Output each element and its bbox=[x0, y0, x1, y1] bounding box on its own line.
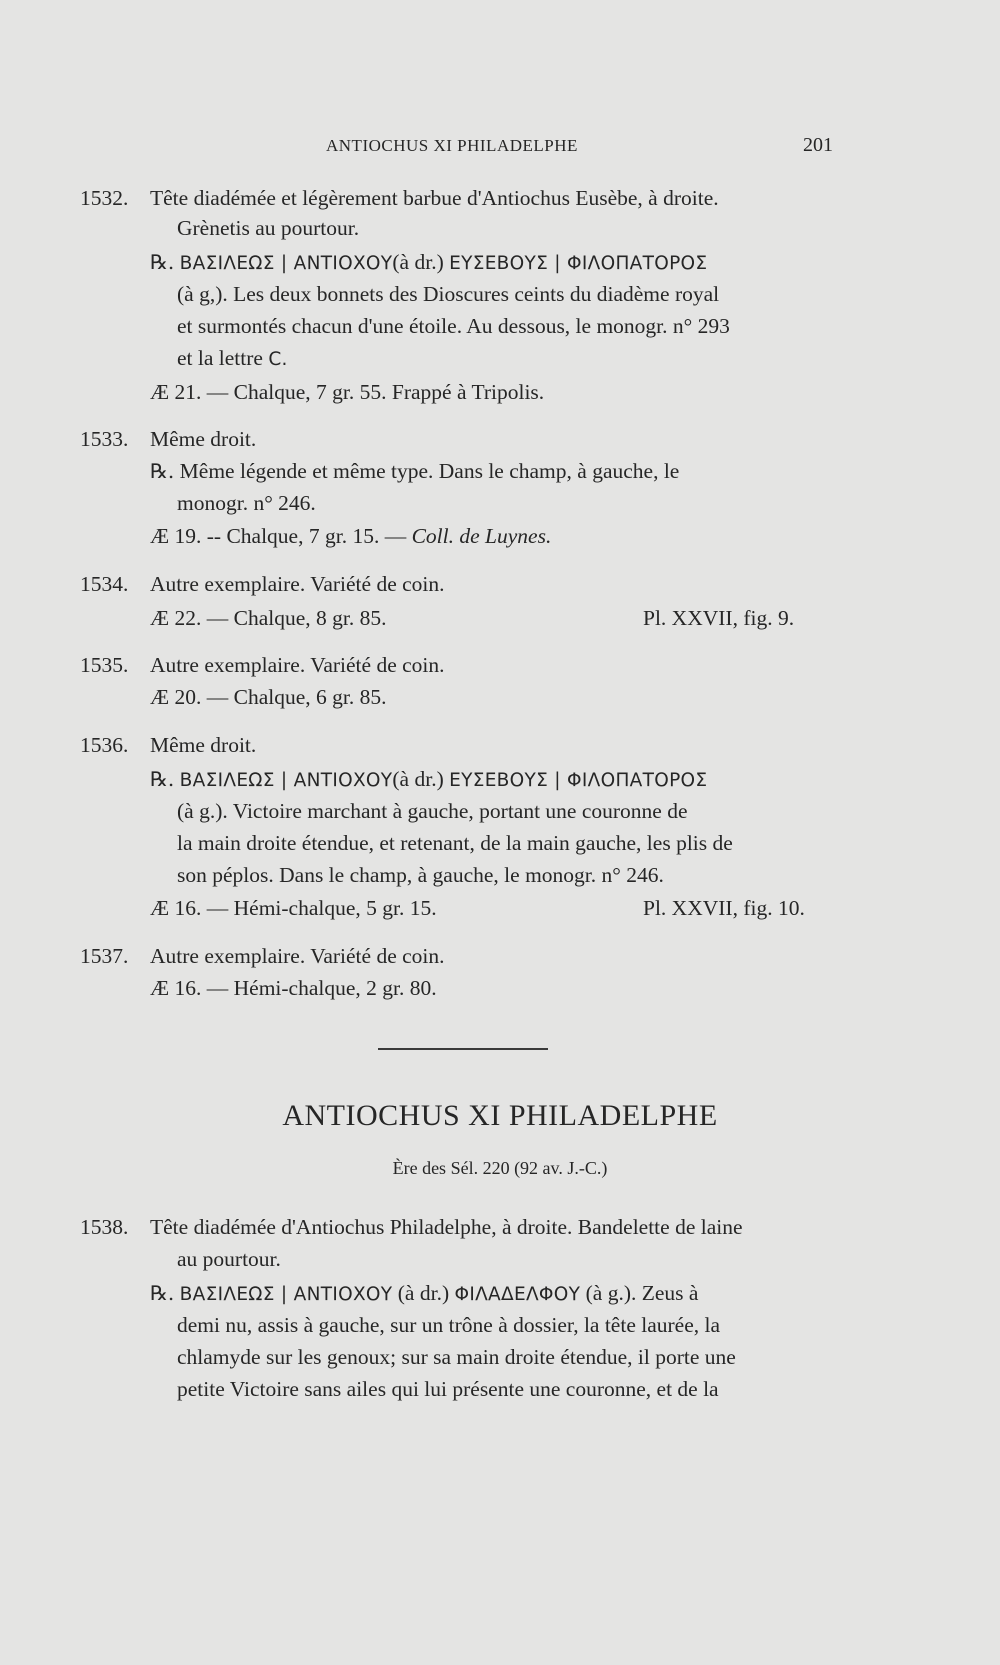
reverse-symbol: ℞. bbox=[150, 767, 175, 791]
metrics-text: 22. — Chalque, 8 gr. 85. bbox=[174, 606, 387, 630]
reverse-symbol: ℞. bbox=[150, 250, 175, 274]
legend-direction: (à dr.) bbox=[392, 250, 444, 274]
legend-direction: (à dr.) bbox=[392, 767, 444, 791]
entry-text: Même droit. bbox=[150, 733, 257, 757]
entry-text: demi nu, assis à gauche, sur un trône à dossier, la tête laurée, la bbox=[177, 1313, 721, 1337]
greek-legend: ΕΥΣΕΒΟΥΣ | ΦΙΛΟΠΑΤΟΡΟΣ bbox=[449, 253, 708, 274]
entry-number: 1533. bbox=[80, 427, 129, 451]
bronze-symbol: Æ bbox=[150, 380, 170, 404]
greek-legend: ΒΑΣΙΛΕΩΣ | ΑΝΤΙΟΧΟΥ bbox=[179, 770, 393, 791]
metrics-text: 16. — Hémi-chalque, 5 gr. 15. bbox=[174, 896, 437, 920]
entry-text bbox=[150, 457, 679, 485]
entry-text: Tête diadémée d'Antiochus Philadelphe, à droite. Bandelette de laine bbox=[150, 1215, 743, 1239]
entry-text: Grènetis au pourtour. bbox=[177, 216, 360, 240]
entry-text-part: et la lettre bbox=[177, 346, 269, 370]
entry-number: 1532. bbox=[80, 186, 129, 210]
section-divider bbox=[378, 1048, 548, 1050]
entry-text: monogr. n° 246. bbox=[177, 491, 316, 515]
metrics-text: 19. -- Chalque, 7 gr. 15. — bbox=[174, 524, 412, 548]
legend-direction: (à dr.) bbox=[397, 1281, 450, 1305]
entry-text: petite Victoire sans ailes qui lui présente une couronne, et de la bbox=[177, 1377, 719, 1401]
entry-text: (à g,). Les deux bonnets des Dioscures ceints du diadème royal bbox=[177, 282, 720, 306]
entry-number: 1534. bbox=[80, 572, 129, 596]
reverse-symbol: ℞. bbox=[150, 459, 175, 483]
page-number: 201 bbox=[803, 134, 833, 156]
entry-number: 1535. bbox=[80, 653, 129, 677]
legend-direction: (à g.). Zeus à bbox=[585, 1281, 699, 1305]
metrics-line bbox=[150, 894, 437, 922]
metrics-line bbox=[150, 683, 387, 711]
metrics-line bbox=[150, 974, 437, 1002]
entry-text-part: Même légende et même type. Dans le champ, à gauche, le bbox=[179, 459, 680, 483]
legend-line bbox=[150, 248, 707, 278]
greek-legend: ΕΥΣΕΒΟΥΣ | ΦΙΛΟΠΑΤΟΡΟΣ bbox=[449, 770, 708, 791]
entry-text: Autre exemplaire. Variété de coin. bbox=[150, 653, 445, 677]
entry-text: Même droit. bbox=[150, 427, 257, 451]
entry-text: Tête diadémée et légèrement barbue d'Antiochus Eusèbe, à droite. bbox=[150, 186, 719, 210]
bronze-symbol: Æ bbox=[150, 524, 170, 548]
entry-number: 1538. bbox=[80, 1215, 129, 1239]
bronze-symbol: Æ bbox=[150, 606, 170, 630]
entry-number: 1536. bbox=[80, 733, 129, 757]
metrics-text: 16. — Hémi-chalque, 2 gr. 80. bbox=[174, 976, 437, 1000]
reverse-symbol: ℞. bbox=[150, 1281, 175, 1305]
greek-legend: ΒΑΣΙΛΕΩΣ | ΑΝΤΙΟΧΟΥ bbox=[179, 1284, 393, 1305]
collection-name: Coll. de Luynes. bbox=[411, 524, 552, 548]
section-title: ANTIOCHUS XI PHILADELPHE bbox=[282, 1099, 718, 1132]
entry-text: Autre exemplaire. Variété de coin. bbox=[150, 572, 445, 596]
metrics-text: 21. — Chalque, 7 gr. 55. Frappé à Tripolis. bbox=[174, 380, 545, 404]
greek-legend: ΒΑΣΙΛΕΩΣ | ΑΝΤΙΟΧΟΥ bbox=[179, 253, 393, 274]
entry-text: au pourtour. bbox=[177, 1247, 281, 1271]
running-title: ANTIOCHUS XI PHILADELPHE bbox=[326, 136, 578, 155]
bronze-symbol: Æ bbox=[150, 685, 170, 709]
metrics-line bbox=[150, 522, 551, 550]
legend-line bbox=[150, 765, 707, 795]
entry-text: la main droite étendue, et retenant, de la main gauche, les plis de bbox=[177, 831, 733, 855]
entry-text bbox=[177, 344, 288, 374]
entry-text: son péplos. Dans le champ, à gauche, le monogr. n° 246. bbox=[177, 863, 664, 887]
metrics-text: 20. — Chalque, 6 gr. 85. bbox=[174, 685, 387, 709]
legend-line bbox=[150, 1279, 698, 1309]
metrics-line bbox=[150, 378, 544, 406]
entry-text: et surmontés chacun d'une étoile. Au dessous, le monogr. n° 293 bbox=[177, 314, 730, 338]
entry-text: chlamyde sur les genoux; sur sa main droite étendue, il porte une bbox=[177, 1345, 736, 1369]
metrics-line bbox=[150, 604, 387, 632]
bronze-symbol: Æ bbox=[150, 976, 170, 1000]
letter-mark: C. bbox=[268, 349, 288, 370]
section-subtitle: Ère des Sél. 220 (92 av. J.-C.) bbox=[392, 1158, 608, 1178]
entry-text: Autre exemplaire. Variété de coin. bbox=[150, 944, 445, 968]
bronze-symbol: Æ bbox=[150, 896, 170, 920]
entry-text: (à g.). Victoire marchant à gauche, portant une couronne de bbox=[177, 799, 688, 823]
plate-reference: Pl. XXVII, fig. 9. bbox=[643, 606, 795, 630]
greek-legend: ΦΙΛΑΔΕΛΦΟΥ bbox=[454, 1284, 581, 1305]
entry-number: 1537. bbox=[80, 944, 129, 968]
plate-reference: Pl. XXVII, fig. 10. bbox=[643, 896, 805, 920]
